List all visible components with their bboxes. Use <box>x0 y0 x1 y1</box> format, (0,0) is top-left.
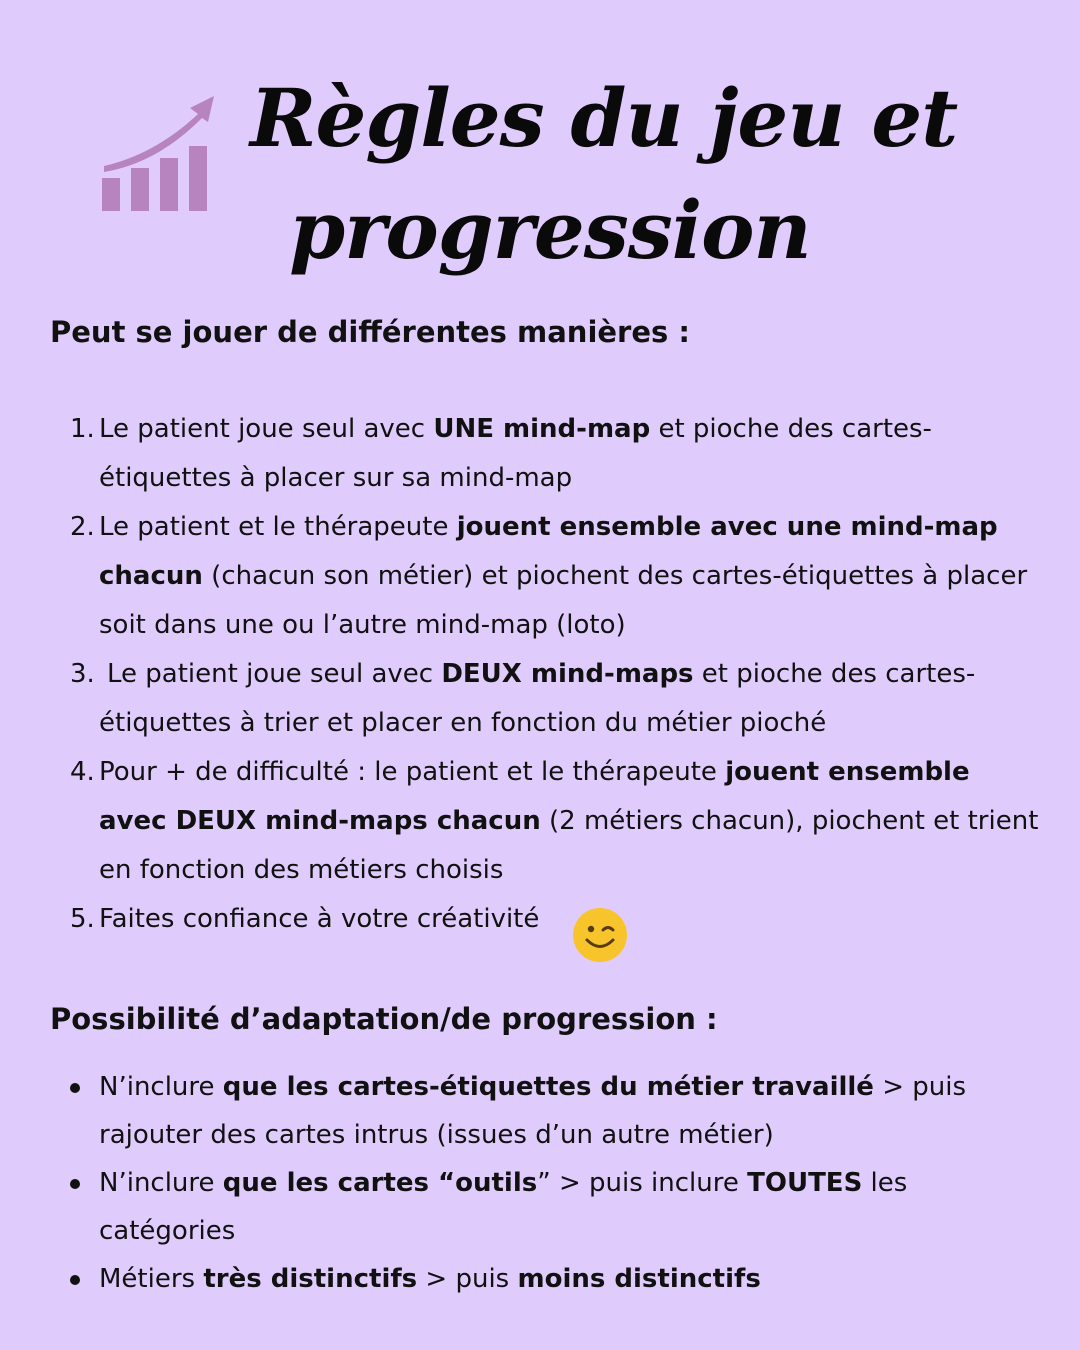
item-bold-text: UNE mind-map <box>433 414 651 444</box>
list-number: 5. <box>70 904 95 934</box>
item-text: N’inclure <box>99 1072 223 1102</box>
item-text: > puis <box>417 1264 518 1294</box>
bullet-icon <box>70 1275 80 1285</box>
item-text: > puis rajouter des cartes intrus (issues d’un autre métier) <box>99 1072 967 1150</box>
item-text: Le patient et le thérapeute <box>99 512 457 542</box>
list-number: 3. <box>70 659 95 689</box>
list-item <box>0 895 1040 944</box>
item-text: Le patient joue seul avec <box>99 414 434 444</box>
list-item <box>0 748 1040 895</box>
item-text: Faites confiance à votre créativité <box>99 904 540 934</box>
item-text: Métiers <box>99 1264 204 1294</box>
title-line-1: Règles du jeu et <box>250 71 958 165</box>
list-item <box>0 405 1040 503</box>
section-heading-ways-to-play: Peut se jouer de différentes manières : <box>50 315 690 349</box>
item-text: (2 métiers chacun), piochent et trient en fonction des métiers choisis <box>99 806 1039 885</box>
item-text: et pioche des cartes-étiquettes à placer sur sa mind-map <box>99 414 932 493</box>
item-bold-text: DEUX mind-maps <box>441 659 694 689</box>
item-text: N’inclure <box>99 1168 223 1198</box>
list-item <box>0 1255 1040 1303</box>
item-text: Le patient joue seul avec <box>107 659 442 689</box>
list-item <box>0 1159 1040 1255</box>
item-bold-text: TOUTES <box>747 1168 863 1198</box>
list-number: 1. <box>70 414 95 444</box>
list-item <box>0 503 1040 650</box>
list-number: 2. <box>70 512 95 542</box>
list-item <box>0 1063 1040 1159</box>
bullet-icon <box>70 1179 80 1189</box>
item-text: ” > puis inclure <box>537 1168 748 1198</box>
adaptation-list <box>0 1063 1040 1303</box>
list-item <box>0 650 1040 748</box>
section-heading-adaptation: Possibilité d’adaptation/de progression : <box>50 1002 718 1036</box>
item-bold-text: que les cartes “outils <box>222 1168 538 1198</box>
page-title <box>250 62 958 286</box>
rules-list <box>0 405 1040 944</box>
winking-face-icon <box>572 907 628 963</box>
item-bold-text: que les cartes-étiquettes du métier travaillé <box>222 1072 874 1102</box>
item-text: et pioche des cartes-étiquettes à trier et placer en fonction du métier pioché <box>99 659 976 738</box>
item-bold-text: moins distinctifs <box>517 1264 761 1294</box>
item-bold-text: jouent ensemble avec une mind-map chacun <box>99 512 998 591</box>
growth-chart-arrow-icon <box>98 92 216 216</box>
list-number: 4. <box>70 757 95 787</box>
item-text: (chacun son métier) et piochent des cartes-étiquettes à placer soit dans une ou l’autre mind-map (loto) <box>99 561 1028 640</box>
item-text: Pour + de difficulté : le patient et le thérapeute <box>99 757 726 787</box>
item-bold-text: très distinctifs <box>203 1264 418 1294</box>
item-bold-text: jouent ensemble avec DEUX mind-maps chacun <box>99 757 970 836</box>
item-text: les catégories <box>99 1168 908 1246</box>
title-line-2: progression <box>289 183 811 277</box>
bullet-icon <box>70 1083 80 1093</box>
